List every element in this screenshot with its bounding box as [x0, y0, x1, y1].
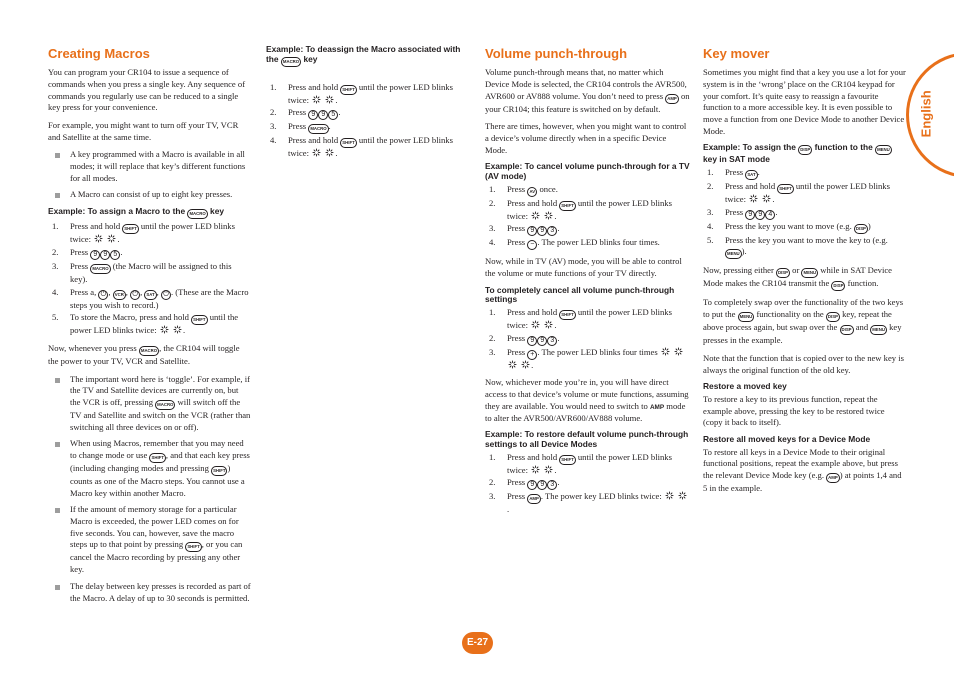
- step-item: 5. To store the Macro, press and hold SHIFT until the power LED blinks twice: .: [52, 312, 239, 336]
- digit-9-key-icon: 9: [755, 210, 765, 220]
- paragraph: Now, pressing either DISP or MENU while in SAT Device Mode makes the CR104 transmit the DISP function.: [703, 265, 906, 291]
- digit-9-key-icon: 9: [90, 250, 100, 260]
- digit-4-key-icon: 4: [765, 210, 775, 220]
- shift-key-icon: SHIFT: [559, 455, 575, 465]
- macro-key-icon: MACRO: [155, 400, 175, 410]
- paragraph: Now, whenever you press MACRO , the CR104 will toggle the power to your TV, VCR and Satellite.: [48, 342, 240, 366]
- led-blink-icon: [311, 95, 322, 104]
- steps-list: [266, 82, 462, 160]
- led-blink-icon: [324, 148, 335, 157]
- digit-5-key-icon: 5: [110, 250, 120, 260]
- disp-key-icon: DISP: [826, 312, 840, 322]
- menu-key-icon: MENU: [801, 268, 818, 278]
- disp-key-icon: DISP: [840, 325, 854, 335]
- subheading: Restore a moved key: [703, 381, 787, 392]
- led-blink-icon: [324, 95, 335, 104]
- led-blink-icon: [761, 194, 772, 203]
- paragraph: You can program your CR104 to issue a sequence of commands when you press a single key. Any sequence of commands you regularly use can be reduced to a single key press for your convenience.: [48, 67, 246, 113]
- digit-5-key-icon: 5: [328, 110, 338, 120]
- step-item: 2. Press and hold SHIFT until the power LED blinks twice: .: [707, 181, 890, 205]
- power-key-icon: ⏻: [130, 290, 140, 300]
- disp-key-icon: DISP: [798, 145, 812, 155]
- subheading: Example: To cancel volume punch-through for a TV (AV mode): [485, 161, 690, 182]
- shift-key-icon: SHIFT: [777, 184, 793, 194]
- led-blink-icon: [543, 320, 554, 329]
- av-key-icon: AV: [527, 187, 537, 197]
- subheading: Example: To deassign the Macro associated with the MACRO key: [266, 45, 462, 67]
- led-blink-icon: [664, 491, 675, 500]
- macro-key-icon: MACRO: [281, 57, 301, 67]
- paragraph: Now, whichever mode you’re in, you will have direct access to that device’s volume or mute functions, assuming they are available. You would need to switch to AMP mode to alter the AVR500/AVR600/AV888 volume.: [485, 377, 689, 423]
- paragraph: Sometimes you might find that a key you use a lot for your system is in the ‘wrong’ place on the CR104 keypad for your comfort. It’s quite easy to reassign a favourite function to a more accessible key. It is even possible to move a function from one Device Mode to another Device Mode.: [703, 67, 906, 136]
- amp-key-icon: AMP: [527, 494, 541, 504]
- macro-key-icon: MACRO: [90, 264, 110, 274]
- led-blink-icon: [660, 347, 671, 356]
- disp-key-icon: DISP: [854, 224, 868, 234]
- led-blink-icon: [159, 325, 170, 334]
- shift-key-icon: SHIFT: [211, 466, 227, 476]
- paragraph: For example, you might want to turn off your TV, VCR and Satellite at the same time.: [48, 120, 239, 142]
- step-item: 2. Press 9 9 3 .: [489, 332, 560, 344]
- step-item: 4. Press − . The power LED blinks four times.: [489, 237, 660, 249]
- step-item: 1. Press SAT .: [703, 167, 906, 180]
- step-item: 3. Press 9 9 4 .: [707, 206, 778, 218]
- step-item: 2. Press 9 9 5 .: [270, 107, 341, 119]
- volume-minus-key-icon: −: [527, 240, 537, 250]
- step-item: 1. Press and hold SHIFT until the power LED blinks twice: .: [489, 307, 672, 331]
- column-deassign-macro: [266, 44, 462, 166]
- sat-key-icon: SAT: [745, 170, 757, 180]
- led-blink-icon: [673, 347, 684, 356]
- menu-key-icon: MENU: [725, 249, 742, 259]
- bullet-item: A Macro can consist of up to eight key presses.: [48, 189, 251, 201]
- led-blink-icon: [106, 234, 117, 243]
- menu-key-icon: MENU: [870, 325, 887, 335]
- digit-3-key-icon: 3: [547, 226, 557, 236]
- bullet-item: The important word here is ‘toggle’. For example, if the TV and Satellite devices are currently on, but the VCR is off, pressing MACRO will switch off the TV and Satellite and switch on the VCR (rather than switching all three devices on or off).: [48, 374, 251, 434]
- steps-list: [485, 307, 690, 371]
- subheading: Example: To restore default volume punch-through settings to all Device Modes: [485, 429, 689, 449]
- led-blink-icon: [311, 148, 322, 157]
- digit-9-key-icon: 9: [308, 110, 318, 120]
- step-item: 5. Press the key you want to move the key to (e.g. MENU ).: [703, 235, 906, 260]
- step-item: 3. Press MACRO .: [266, 121, 462, 134]
- bullet-item: When using Macros, remember that you may need to change mode or use SHIFT , and that each key press (including changing modes and pressing SHIFT ) counts as one of the Macro steps. You cannot use a Macro key within another Macro.: [48, 438, 251, 499]
- digit-9-key-icon: 9: [537, 226, 547, 236]
- bullet-item: A key programmed with a Macro is available in all modes; it will replace that key’s different functions for all modes.: [48, 149, 251, 184]
- paragraph: Now, while in TV (AV) mode, you will be able to control the volume or mute functions of your TV directly.: [485, 256, 682, 279]
- sat-key-icon: SAT: [144, 290, 156, 300]
- page-number: E-27: [462, 632, 493, 654]
- steps-list: [485, 184, 690, 251]
- paragraph: To restore a key to its previous function, repeat the example above, pressing the key to be restored twice (copy it back to itself).: [703, 393, 885, 428]
- shift-key-icon: SHIFT: [185, 542, 201, 552]
- vcr-key-icon: VCR: [113, 290, 126, 300]
- bullet-list: [48, 374, 251, 605]
- bullet-item: If the amount of memory storage for a particular Macro is exceeded, the power LED comes on for five seconds. You can, however, save the macro steps up to that point by pressing SHIFT , or you can cancel the Macro recording by pressing any other key.: [48, 504, 251, 575]
- digit-9-key-icon: 9: [527, 480, 537, 490]
- paragraph: There are times, however, when you might want to control a device’s volume directly when in a specific Device Mode.: [485, 121, 687, 155]
- step-item: 2. Press 9 9 5 .: [52, 246, 123, 258]
- step-item: 3. Press MACRO (the Macro will be assigned to this key).: [52, 260, 232, 284]
- digit-3-key-icon: 3: [547, 480, 557, 490]
- digit-9-key-icon: 9: [318, 110, 328, 120]
- steps-list: [485, 452, 690, 516]
- shift-key-icon: SHIFT: [559, 310, 575, 320]
- power-key-icon: ⏻: [98, 290, 108, 300]
- shift-key-icon: SHIFT: [559, 201, 575, 211]
- steps-list: [703, 167, 906, 259]
- step-item: 4. Press a, ⏻ , VCR , ⏻ , SAT , ⏻ . (These are the Macro steps you wish to record.): [52, 286, 249, 310]
- led-blink-icon: [507, 360, 518, 369]
- subheading: Restore all moved keys for a Device Mode: [703, 433, 871, 444]
- heading-creating-macros: Creating Macros: [48, 46, 150, 61]
- disp-key-icon: DISP: [776, 268, 790, 278]
- digit-9-key-icon: 9: [527, 336, 537, 346]
- digit-9-key-icon: 9: [745, 210, 755, 220]
- disp-key-icon: DISP: [831, 281, 845, 291]
- led-blink-icon: [748, 194, 759, 203]
- power-key-icon: ⏻: [161, 290, 171, 300]
- subheading: Example: To assign the DISP function to the MENU key in SAT mode: [703, 142, 890, 165]
- shift-key-icon: SHIFT: [340, 138, 356, 148]
- bullet-item: The delay between key presses is recorded as part of the Macro. A delay of up to 30 seconds is permitted.: [48, 581, 251, 604]
- step-item: 4. Press and hold SHIFT until the power LED blinks twice: .: [270, 135, 453, 159]
- step-item: 2. Press and hold SHIFT until the power LED blinks twice: .: [489, 197, 672, 221]
- digit-3-key-icon: 3: [547, 336, 557, 346]
- step-item: 4. Press the key you want to move (e.g. DISP ): [703, 221, 906, 234]
- step-item: 1. Press AV once.: [485, 184, 690, 197]
- subheading: To completely cancel all volume punch-through settings: [485, 284, 675, 305]
- step-item: 3. Press + . The power LED blinks four times .: [485, 347, 690, 372]
- heading-key-mover: Key mover: [703, 46, 770, 61]
- step-item: 1. Press and hold SHIFT until the power LED blinks twice: .: [52, 221, 235, 245]
- column-creating-macros: [48, 44, 251, 609]
- paragraph: To restore all keys in a Device Mode to their original functional positions, repeat the example above, but press the relevant Device Mode key (e.g. AMP ) at points 1,4 and 5 in the example.: [703, 446, 902, 493]
- led-blink-icon: [530, 211, 541, 220]
- macro-key-icon: MACRO: [139, 346, 159, 356]
- shift-key-icon: SHIFT: [149, 453, 165, 463]
- paragraph: Volume punch-through means that, no matter which Device Mode is selected, the CR104 controls the AVR500, AVR600 or AV888 volume. You don’t need to press AMP on your CR104; this feature is switched on by default.: [485, 67, 690, 114]
- shift-key-icon: SHIFT: [122, 224, 138, 234]
- digit-9-key-icon: 9: [537, 336, 547, 346]
- column-key-mover: [703, 44, 906, 501]
- step-item: 2. Press 9 9 3 .: [489, 477, 560, 489]
- step-item: 1. Press and hold SHIFT until the power LED blinks twice: .: [270, 81, 453, 105]
- step-item: 3. Press AMP . The power key LED blinks twice: .: [485, 491, 690, 516]
- shift-key-icon: SHIFT: [340, 85, 356, 95]
- led-blink-icon: [677, 491, 688, 500]
- digit-9-key-icon: 9: [527, 226, 537, 236]
- digit-9-key-icon: 9: [537, 480, 547, 490]
- macro-key-icon: MACRO: [187, 209, 207, 219]
- led-blink-icon: [172, 325, 183, 334]
- led-blink-icon: [543, 465, 554, 474]
- led-blink-icon: [530, 465, 541, 474]
- macro-key-icon: MACRO: [308, 124, 328, 134]
- menu-key-icon: MENU: [875, 145, 892, 155]
- amp-key-icon: AMP: [665, 94, 679, 104]
- heading-volume-punch-through: Volume punch-through: [485, 46, 628, 61]
- subheading: Example: To assign a Macro to the MACRO key: [48, 207, 251, 219]
- volume-plus-key-icon: +: [527, 350, 537, 360]
- led-blink-icon: [93, 234, 104, 243]
- steps-list: [48, 221, 251, 337]
- amp-key-icon: AMP: [826, 473, 840, 483]
- led-blink-icon: [543, 211, 554, 220]
- digit-9-key-icon: 9: [100, 250, 110, 260]
- led-blink-icon: [530, 320, 541, 329]
- step-item: 1. Press and hold SHIFT until the power LED blinks twice: .: [489, 451, 672, 475]
- shift-key-icon: SHIFT: [191, 315, 207, 325]
- step-item: 3. Press 9 9 3 .: [489, 223, 560, 235]
- paragraph: To completely swap over the functionality of the two keys to put the MENU functionality on the DISP key, repeat the above process again, but swap over the DISP and MENU key presses in the example.: [703, 297, 904, 346]
- language-tab-label: English: [918, 90, 934, 138]
- column-volume-punch-through: [485, 44, 690, 522]
- paragraph: Note that the function that is copied over to the new key is always the original function of the old key.: [703, 352, 904, 375]
- menu-key-icon: MENU: [738, 312, 755, 322]
- bullet-list: [48, 149, 251, 201]
- led-blink-icon: [520, 360, 531, 369]
